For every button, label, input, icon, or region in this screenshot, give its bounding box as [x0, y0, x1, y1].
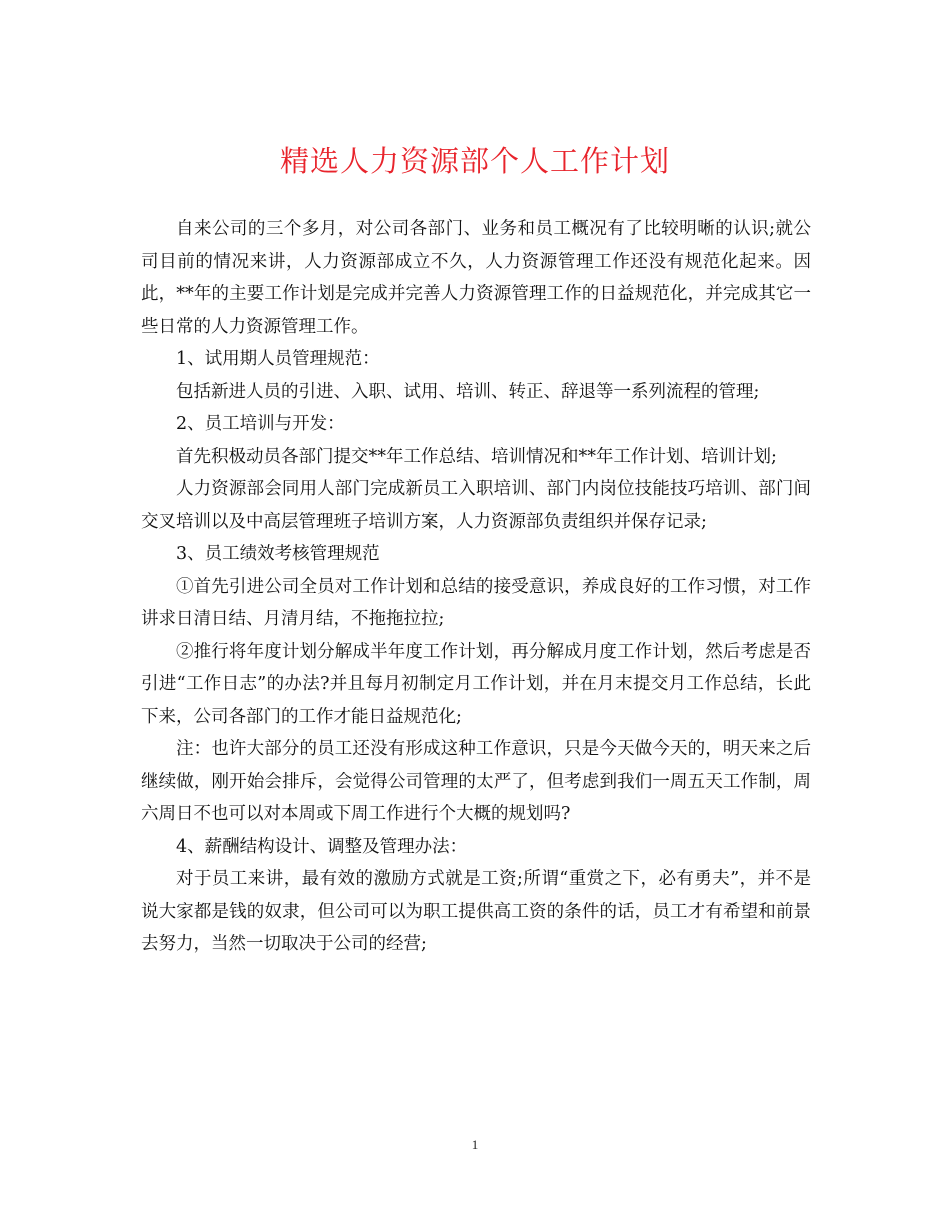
- paragraph-performance-item-1: ①首先引进公司全员对工作计划和总结的接受意识，养成良好的工作习惯，对工作讲求日清日结、月清月结，不拖拖拉拉;: [141, 576, 811, 629]
- page-number: 1: [471, 1137, 479, 1152]
- heading-training-development: 2、员工培训与开发：: [176, 414, 345, 434]
- paragraph-performance-item-2: ②推行将年度计划分解成半年度工作计划，再分解成月度工作计划，然后考虑是否引进“工作日志”的办法?并且每月初制定月工作计划，并在月末提交月工作总结，长此下来，公司各部门的工作才能日益规范化;: [141, 641, 811, 727]
- paragraph-intro: 自来公司的三个多月，对公司各部门、业务和员工概况有了比较明晰的认识;就公司目前的情况来讲，人力资源部成立不久，人力资源管理工作还没有规范化起来。因此，**年的主要工作计划是完成并完善人力资源管理工作的日益规范化，并完成其它一些日常的人力资源管理工作。: [141, 219, 811, 337]
- paragraph-note: 注：也许大部分的员工还没有形成这种工作意识，只是今天做今天的，明天来之后继续做，刚开始会排斥，会觉得公司管理的太严了，但考虑到我们一周五天工作制，周六周日不也可以对本周或下周工作进行个大概的规划吗?: [141, 739, 811, 824]
- heading-probation-management: 1、试用期人员管理规范：: [176, 349, 380, 369]
- heading-salary-structure: 4、薪酬结构设计、调整及管理办法：: [176, 836, 468, 857]
- heading-performance-appraisal: 3、员工绩效考核管理规范: [176, 544, 380, 564]
- paragraph-salary-content: 对于员工来讲，最有效的激励方式就是工资;所谓“重赏之下，必有勇夫”，并不是说大家都是钱的奴隶，但公司可以为职工提供高工资的条件的话，员工才有希望和前景去努力，当然一切取决于公司的经营;: [141, 869, 811, 954]
- paragraph-training-programs: 人力资源部会同用人部门完成新员工入职培训、部门内岗位技能技巧培训、部门间交叉培训以及中高层管理班子培训方案，人力资源部负责组织并保存记录;: [141, 479, 811, 532]
- paragraph-probation-content: 包括新进人员的引进、入职、试用、培训、转正、辞退等一系列流程的管理;: [176, 381, 760, 402]
- paragraph-training-submission: 首先积极动员各部门提交**年工作总结、培训情况和**年工作计划、培训计划;: [176, 446, 777, 467]
- document-title: 精选人力资源部个人工作计划: [279, 144, 670, 178]
- document-body: [141, 213, 811, 961]
